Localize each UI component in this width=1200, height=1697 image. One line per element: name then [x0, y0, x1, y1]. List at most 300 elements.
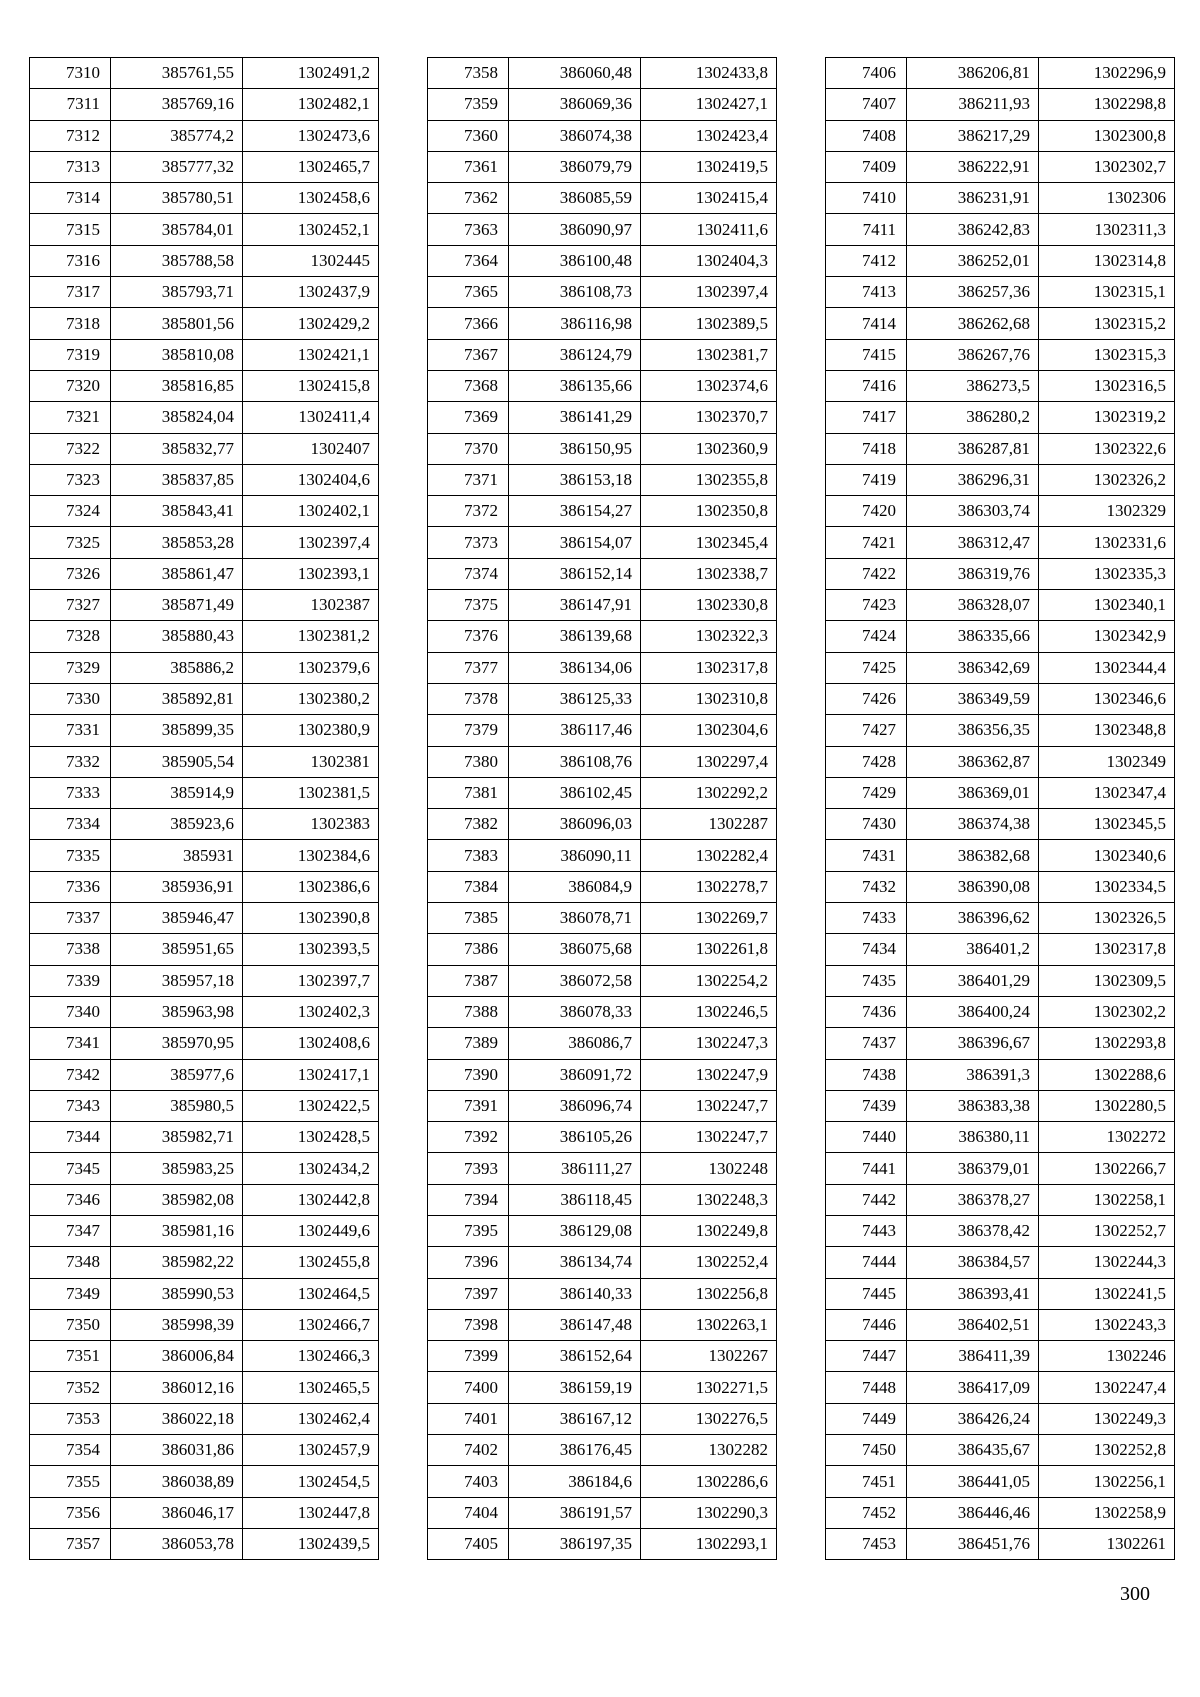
point-number-cell: 7365	[428, 277, 509, 308]
x-coordinate-cell: 385788,58	[111, 245, 243, 276]
x-coordinate-cell: 386159,19	[509, 1372, 641, 1403]
point-number-cell: 7407	[826, 89, 907, 120]
x-coordinate-cell: 385963,98	[111, 996, 243, 1027]
point-number-cell: 7408	[826, 120, 907, 151]
y-coordinate-cell: 1302415,4	[641, 183, 777, 214]
point-number-cell: 7393	[428, 1153, 509, 1184]
y-coordinate-cell: 1302316,5	[1039, 370, 1175, 401]
x-coordinate-cell: 386152,64	[509, 1341, 641, 1372]
point-number-cell: 7394	[428, 1184, 509, 1215]
y-coordinate-cell: 1302381,5	[243, 777, 379, 808]
table-row	[428, 1028, 777, 1059]
y-coordinate-cell: 1302452,1	[243, 214, 379, 245]
x-coordinate-cell: 385990,53	[111, 1278, 243, 1309]
table-row	[30, 1215, 379, 1246]
point-number-cell: 7354	[30, 1435, 111, 1466]
table-row	[30, 151, 379, 182]
point-number-cell: 7392	[428, 1122, 509, 1153]
y-coordinate-cell: 1302442,8	[243, 1184, 379, 1215]
y-coordinate-cell: 1302347,4	[1039, 777, 1175, 808]
table-row	[30, 245, 379, 276]
y-coordinate-cell: 1302411,4	[243, 402, 379, 433]
point-number-cell: 7338	[30, 934, 111, 965]
x-coordinate-cell: 386111,27	[509, 1153, 641, 1184]
x-coordinate-cell: 386383,38	[907, 1090, 1039, 1121]
point-number-cell: 7389	[428, 1028, 509, 1059]
point-number-cell: 7433	[826, 903, 907, 934]
point-number-cell: 7381	[428, 777, 509, 808]
table-row	[826, 1309, 1175, 1340]
x-coordinate-cell: 385982,22	[111, 1247, 243, 1278]
x-coordinate-cell: 385784,01	[111, 214, 243, 245]
point-number-cell: 7403	[428, 1466, 509, 1497]
y-coordinate-cell: 1302380,2	[243, 683, 379, 714]
table-row	[428, 871, 777, 902]
x-coordinate-cell: 386273,5	[907, 370, 1039, 401]
x-coordinate-cell: 386402,51	[907, 1309, 1039, 1340]
y-coordinate-cell: 1302288,6	[1039, 1059, 1175, 1090]
table-row	[30, 1309, 379, 1340]
x-coordinate-cell: 386140,33	[509, 1278, 641, 1309]
y-coordinate-cell: 1302272	[1039, 1122, 1175, 1153]
point-number-cell: 7440	[826, 1122, 907, 1153]
point-number-cell: 7400	[428, 1372, 509, 1403]
y-coordinate-cell: 1302466,7	[243, 1309, 379, 1340]
table-row	[428, 621, 777, 652]
y-coordinate-cell: 1302389,5	[641, 308, 777, 339]
point-number-cell: 7376	[428, 621, 509, 652]
y-coordinate-cell: 1302258,1	[1039, 1184, 1175, 1215]
y-coordinate-cell: 1302340,1	[1039, 590, 1175, 621]
table-row	[30, 308, 379, 339]
y-coordinate-cell: 1302402,1	[243, 496, 379, 527]
table-row	[428, 1215, 777, 1246]
y-coordinate-cell: 1302297,4	[641, 746, 777, 777]
table-row	[30, 652, 379, 683]
x-coordinate-cell: 385980,5	[111, 1090, 243, 1121]
x-coordinate-cell: 386108,73	[509, 277, 641, 308]
y-coordinate-cell: 1302269,7	[641, 903, 777, 934]
point-number-cell: 7370	[428, 433, 509, 464]
y-coordinate-cell: 1302322,3	[641, 621, 777, 652]
x-coordinate-cell: 386252,01	[907, 245, 1039, 276]
y-coordinate-cell: 1302349	[1039, 746, 1175, 777]
point-number-cell: 7384	[428, 871, 509, 902]
y-coordinate-cell: 1302306	[1039, 183, 1175, 214]
point-number-cell: 7416	[826, 370, 907, 401]
y-coordinate-cell: 1302243,3	[1039, 1309, 1175, 1340]
point-number-cell: 7328	[30, 621, 111, 652]
table-row	[30, 1372, 379, 1403]
point-number-cell: 7390	[428, 1059, 509, 1090]
point-number-cell: 7419	[826, 464, 907, 495]
table-row	[428, 1278, 777, 1309]
table-row	[30, 402, 379, 433]
table-row	[826, 1435, 1175, 1466]
x-coordinate-cell: 386125,33	[509, 683, 641, 714]
x-coordinate-cell: 386382,68	[907, 840, 1039, 871]
table-row	[30, 1059, 379, 1090]
point-number-cell: 7329	[30, 652, 111, 683]
table-row	[428, 89, 777, 120]
y-coordinate-cell: 1302437,9	[243, 277, 379, 308]
table-row	[428, 590, 777, 621]
x-coordinate-cell: 385801,56	[111, 308, 243, 339]
y-coordinate-cell: 1302457,9	[243, 1435, 379, 1466]
x-coordinate-cell: 386060,48	[509, 58, 641, 89]
point-number-cell: 7318	[30, 308, 111, 339]
point-number-cell: 7430	[826, 809, 907, 840]
y-coordinate-cell: 1302404,3	[641, 245, 777, 276]
point-number-cell: 7445	[826, 1278, 907, 1309]
x-coordinate-cell: 386191,57	[509, 1497, 641, 1528]
point-number-cell: 7411	[826, 214, 907, 245]
x-coordinate-cell: 386135,66	[509, 370, 641, 401]
table-row	[30, 1497, 379, 1528]
y-coordinate-cell: 1302465,7	[243, 151, 379, 182]
x-coordinate-cell: 385816,85	[111, 370, 243, 401]
x-coordinate-cell: 385793,71	[111, 277, 243, 308]
y-coordinate-cell: 1302427,1	[641, 89, 777, 120]
y-coordinate-cell: 1302292,2	[641, 777, 777, 808]
point-number-cell: 7388	[428, 996, 509, 1027]
x-coordinate-cell: 386046,17	[111, 1497, 243, 1528]
y-coordinate-cell: 1302309,5	[1039, 965, 1175, 996]
point-number-cell: 7434	[826, 934, 907, 965]
point-number-cell: 7362	[428, 183, 509, 214]
point-number-cell: 7415	[826, 339, 907, 370]
y-coordinate-cell: 1302282	[641, 1435, 777, 1466]
point-number-cell: 7339	[30, 965, 111, 996]
table-row	[428, 1341, 777, 1372]
table-row	[826, 464, 1175, 495]
x-coordinate-cell: 386129,08	[509, 1215, 641, 1246]
y-coordinate-cell: 1302252,7	[1039, 1215, 1175, 1246]
table-row	[826, 339, 1175, 370]
point-number-cell: 7383	[428, 840, 509, 871]
y-coordinate-cell: 1302379,6	[243, 652, 379, 683]
table-row	[428, 746, 777, 777]
x-coordinate-cell: 386446,46	[907, 1497, 1039, 1528]
x-coordinate-cell: 386328,07	[907, 590, 1039, 621]
point-number-cell: 7364	[428, 245, 509, 276]
table-row	[826, 89, 1175, 120]
y-coordinate-cell: 1302380,9	[243, 715, 379, 746]
y-coordinate-cell: 1302397,7	[243, 965, 379, 996]
x-coordinate-cell: 386197,35	[509, 1528, 641, 1559]
y-coordinate-cell: 1302423,4	[641, 120, 777, 151]
table-row	[30, 527, 379, 558]
point-number-cell: 7346	[30, 1184, 111, 1215]
table-row	[826, 652, 1175, 683]
x-coordinate-cell: 386069,36	[509, 89, 641, 120]
y-coordinate-cell: 1302334,5	[1039, 871, 1175, 902]
y-coordinate-cell: 1302439,5	[243, 1528, 379, 1559]
table-row	[428, 683, 777, 714]
point-number-cell: 7380	[428, 746, 509, 777]
point-number-cell: 7427	[826, 715, 907, 746]
point-number-cell: 7382	[428, 809, 509, 840]
table-row	[428, 558, 777, 589]
x-coordinate-cell: 386147,48	[509, 1309, 641, 1340]
y-coordinate-cell: 1302346,6	[1039, 683, 1175, 714]
y-coordinate-cell: 1302326,5	[1039, 903, 1175, 934]
y-coordinate-cell: 1302280,5	[1039, 1090, 1175, 1121]
x-coordinate-cell: 386079,79	[509, 151, 641, 182]
x-coordinate-cell: 386396,67	[907, 1028, 1039, 1059]
x-coordinate-cell: 385853,28	[111, 527, 243, 558]
x-coordinate-cell: 386396,62	[907, 903, 1039, 934]
point-number-cell: 7375	[428, 590, 509, 621]
point-number-cell: 7436	[826, 996, 907, 1027]
y-coordinate-cell: 1302258,9	[1039, 1497, 1175, 1528]
y-coordinate-cell: 1302335,3	[1039, 558, 1175, 589]
y-coordinate-cell: 1302331,6	[1039, 527, 1175, 558]
y-coordinate-cell: 1302433,8	[641, 58, 777, 89]
point-number-cell: 7327	[30, 590, 111, 621]
y-coordinate-cell: 1302360,9	[641, 433, 777, 464]
y-coordinate-cell: 1302298,8	[1039, 89, 1175, 120]
table-row	[826, 214, 1175, 245]
table-row	[30, 1403, 379, 1434]
point-number-cell: 7336	[30, 871, 111, 902]
table-row	[826, 1247, 1175, 1278]
table-row	[428, 308, 777, 339]
y-coordinate-cell: 1302244,3	[1039, 1247, 1175, 1278]
point-number-cell: 7363	[428, 214, 509, 245]
x-coordinate-cell: 386280,2	[907, 402, 1039, 433]
x-coordinate-cell: 386006,84	[111, 1341, 243, 1372]
table-row	[30, 58, 379, 89]
point-number-cell: 7424	[826, 621, 907, 652]
y-coordinate-cell: 1302374,6	[641, 370, 777, 401]
x-coordinate-cell: 386167,12	[509, 1403, 641, 1434]
x-coordinate-cell: 386118,45	[509, 1184, 641, 1215]
x-coordinate-cell: 385880,43	[111, 621, 243, 652]
point-number-cell: 7369	[428, 402, 509, 433]
table-row	[30, 1278, 379, 1309]
y-coordinate-cell: 1302491,2	[243, 58, 379, 89]
table-row	[826, 1403, 1175, 1434]
point-number-cell: 7366	[428, 308, 509, 339]
point-number-cell: 7368	[428, 370, 509, 401]
y-coordinate-cell: 1302340,6	[1039, 840, 1175, 871]
x-coordinate-cell: 386117,46	[509, 715, 641, 746]
point-number-cell: 7439	[826, 1090, 907, 1121]
table-row	[826, 527, 1175, 558]
x-coordinate-cell: 385780,51	[111, 183, 243, 214]
y-coordinate-cell: 1302249,8	[641, 1215, 777, 1246]
table-row	[428, 527, 777, 558]
x-coordinate-cell: 385981,16	[111, 1215, 243, 1246]
point-number-cell: 7361	[428, 151, 509, 182]
point-number-cell: 7349	[30, 1278, 111, 1309]
y-coordinate-cell: 1302381	[243, 746, 379, 777]
x-coordinate-cell: 385982,71	[111, 1122, 243, 1153]
table-row	[826, 151, 1175, 182]
table-row	[30, 996, 379, 1027]
table-row	[30, 214, 379, 245]
x-coordinate-cell: 386242,83	[907, 214, 1039, 245]
table-row	[30, 621, 379, 652]
table-row	[30, 715, 379, 746]
point-number-cell: 7340	[30, 996, 111, 1027]
table-row	[826, 558, 1175, 589]
x-coordinate-cell: 386031,86	[111, 1435, 243, 1466]
x-coordinate-cell: 386102,45	[509, 777, 641, 808]
x-coordinate-cell: 386154,27	[509, 496, 641, 527]
y-coordinate-cell: 1302263,1	[641, 1309, 777, 1340]
x-coordinate-cell: 386267,76	[907, 339, 1039, 370]
x-coordinate-cell: 386090,11	[509, 840, 641, 871]
point-number-cell: 7367	[428, 339, 509, 370]
table-row	[30, 277, 379, 308]
x-coordinate-cell: 386262,68	[907, 308, 1039, 339]
x-coordinate-cell: 386176,45	[509, 1435, 641, 1466]
point-number-cell: 7371	[428, 464, 509, 495]
y-coordinate-cell: 1302266,7	[1039, 1153, 1175, 1184]
x-coordinate-cell: 386184,6	[509, 1466, 641, 1497]
y-coordinate-cell: 1302355,8	[641, 464, 777, 495]
point-number-cell: 7448	[826, 1372, 907, 1403]
y-coordinate-cell: 1302411,6	[641, 214, 777, 245]
y-coordinate-cell: 1302348,8	[1039, 715, 1175, 746]
table-row	[428, 1466, 777, 1497]
x-coordinate-cell: 385923,6	[111, 809, 243, 840]
x-coordinate-cell: 386153,18	[509, 464, 641, 495]
point-number-cell: 7316	[30, 245, 111, 276]
table-row	[30, 965, 379, 996]
x-coordinate-cell: 386356,35	[907, 715, 1039, 746]
table-row	[826, 840, 1175, 871]
x-coordinate-cell: 386441,05	[907, 1466, 1039, 1497]
y-coordinate-cell: 1302247,7	[641, 1090, 777, 1121]
table-row	[30, 464, 379, 495]
point-number-cell: 7442	[826, 1184, 907, 1215]
x-coordinate-cell: 385892,81	[111, 683, 243, 714]
point-number-cell: 7372	[428, 496, 509, 527]
point-number-cell: 7446	[826, 1309, 907, 1340]
table-row	[30, 1247, 379, 1278]
y-coordinate-cell: 1302317,8	[1039, 934, 1175, 965]
x-coordinate-cell: 386053,78	[111, 1528, 243, 1559]
table-row	[428, 370, 777, 401]
y-coordinate-cell: 1302247,4	[1039, 1372, 1175, 1403]
x-coordinate-cell: 385905,54	[111, 746, 243, 777]
table-row	[826, 1122, 1175, 1153]
x-coordinate-cell: 386380,11	[907, 1122, 1039, 1153]
table-row	[826, 996, 1175, 1027]
point-number-cell: 7353	[30, 1403, 111, 1434]
x-coordinate-cell: 386150,95	[509, 433, 641, 464]
point-number-cell: 7337	[30, 903, 111, 934]
x-coordinate-cell: 386303,74	[907, 496, 1039, 527]
point-number-cell: 7395	[428, 1215, 509, 1246]
point-number-cell: 7432	[826, 871, 907, 902]
point-number-cell: 7313	[30, 151, 111, 182]
point-number-cell: 7422	[826, 558, 907, 589]
point-number-cell: 7314	[30, 183, 111, 214]
x-coordinate-cell: 386312,47	[907, 527, 1039, 558]
point-number-cell: 7396	[428, 1247, 509, 1278]
point-number-cell: 7325	[30, 527, 111, 558]
y-coordinate-cell: 1302300,8	[1039, 120, 1175, 151]
x-coordinate-cell: 386384,57	[907, 1247, 1039, 1278]
x-coordinate-cell: 385936,91	[111, 871, 243, 902]
x-coordinate-cell: 385982,08	[111, 1184, 243, 1215]
point-number-cell: 7352	[30, 1372, 111, 1403]
table-row	[30, 1341, 379, 1372]
x-coordinate-cell: 385832,77	[111, 433, 243, 464]
point-number-cell: 7350	[30, 1309, 111, 1340]
point-number-cell: 7447	[826, 1341, 907, 1372]
table-row	[30, 183, 379, 214]
table-row	[428, 1059, 777, 1090]
table-row	[428, 245, 777, 276]
table-row	[30, 496, 379, 527]
point-number-cell: 7348	[30, 1247, 111, 1278]
table-row	[826, 1497, 1175, 1528]
y-coordinate-cell: 1302310,8	[641, 683, 777, 714]
x-coordinate-cell: 386096,03	[509, 809, 641, 840]
table-row	[30, 1184, 379, 1215]
point-number-cell: 7428	[826, 746, 907, 777]
table-row	[826, 120, 1175, 151]
table-row	[30, 1122, 379, 1153]
table-row	[826, 183, 1175, 214]
x-coordinate-cell: 386090,97	[509, 214, 641, 245]
x-coordinate-cell: 386085,59	[509, 183, 641, 214]
x-coordinate-cell: 385977,6	[111, 1059, 243, 1090]
point-number-cell: 7412	[826, 245, 907, 276]
x-coordinate-cell: 386078,71	[509, 903, 641, 934]
point-number-cell: 7420	[826, 496, 907, 527]
y-coordinate-cell: 1302407	[243, 433, 379, 464]
y-coordinate-cell: 1302247,7	[641, 1122, 777, 1153]
table-row	[30, 903, 379, 934]
y-coordinate-cell: 1302315,3	[1039, 339, 1175, 370]
point-number-cell: 7323	[30, 464, 111, 495]
table-row	[826, 1215, 1175, 1246]
table-row	[826, 809, 1175, 840]
point-number-cell: 7387	[428, 965, 509, 996]
point-number-cell: 7320	[30, 370, 111, 401]
point-number-cell: 7334	[30, 809, 111, 840]
table-row	[30, 339, 379, 370]
table-row	[428, 1122, 777, 1153]
y-coordinate-cell: 1302326,2	[1039, 464, 1175, 495]
table-row	[30, 1528, 379, 1559]
point-number-cell: 7322	[30, 433, 111, 464]
table-row	[428, 464, 777, 495]
point-number-cell: 7426	[826, 683, 907, 714]
y-coordinate-cell: 1302315,2	[1039, 308, 1175, 339]
x-coordinate-cell: 386335,66	[907, 621, 1039, 652]
point-number-cell: 7435	[826, 965, 907, 996]
table-row	[428, 1435, 777, 1466]
y-coordinate-cell: 1302345,5	[1039, 809, 1175, 840]
table-row	[826, 245, 1175, 276]
point-number-cell: 7417	[826, 402, 907, 433]
table-row	[30, 433, 379, 464]
x-coordinate-cell: 386378,27	[907, 1184, 1039, 1215]
table-row	[826, 621, 1175, 652]
x-coordinate-cell: 386426,24	[907, 1403, 1039, 1434]
point-number-cell: 7452	[826, 1497, 907, 1528]
y-coordinate-cell: 1302384,6	[243, 840, 379, 871]
x-coordinate-cell: 385824,04	[111, 402, 243, 433]
x-coordinate-cell: 386012,16	[111, 1372, 243, 1403]
